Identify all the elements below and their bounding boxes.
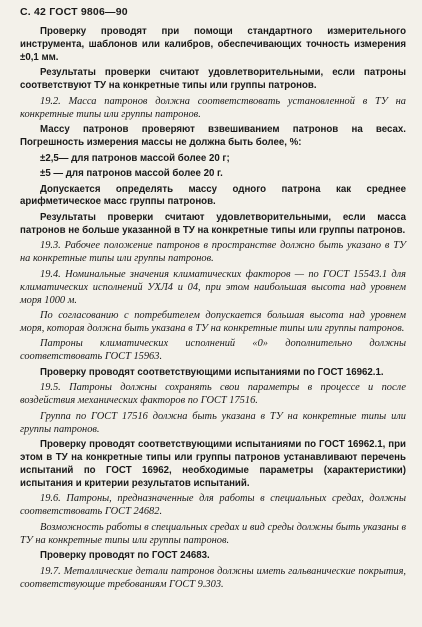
paragraph: 19.4. Номинальные значения климатических факторов — по ГОСТ 15543.1 для климатических исполнений УХЛ4 и 04, при этом наибольшая высота над уровнем моря 1000 м. (20, 268, 406, 306)
paragraph: 19.5. Патроны должны сохранять свои параметры в процессе и после воздействия механических факторов по ГОСТ 17516. (20, 382, 406, 407)
paragraph: ±2,5— для патронов массой более 20 г; (40, 152, 230, 164)
paragraph: Проверку проводят при помощи стандартного измерительного инструмента, шаблонов или калибров, обеспечивающих точность измерения ±0,1 мм. (20, 26, 406, 63)
paragraph: Допускается определять массу одного патрона как среднее арифметическое масс группы патронов. (20, 183, 406, 208)
paragraph: Массу патронов проверяют взвешиванием патронов на весах. Погрешность измерения массы не должна быть более, %: (20, 124, 406, 149)
document-body (20, 26, 406, 592)
paragraph: 19.2. Масса патронов должна соответствовать установленной в ТУ на конкретные типы или группы патронов. (20, 95, 406, 120)
paragraph: 19.6. Патроны, предназначенные для работы в специальных средах, должны соответствовать ГОСТ 24682. (20, 493, 406, 518)
paragraph: Группа по ГОСТ 17516 должна быть указана в ТУ на конкретные типы или группы патронов. (20, 410, 406, 435)
page-header: С. 42 ГОСТ 9806—90 (20, 6, 128, 18)
paragraph: ±5 — для патронов массой более 20 г. (40, 168, 223, 180)
paragraph: Проверку проводят по ГОСТ 24683. (40, 550, 210, 562)
paragraph: Результаты проверки считают удовлетворительными, если патроны соответствуют ТУ на конкретные типы или группы патронов. (20, 67, 406, 92)
paragraph: Проверку проводят соответствующими испытаниями по ГОСТ 16962.1. (40, 366, 384, 378)
paragraph: Проверку проводят соответствующими испытаниями по ГОСТ 16962.1, при этом в ТУ на конкретные типы или группы патронов устанавливают перечень испытаний по ГОСТ 16962, необходимые параметры (характеристики) испытания и критерии результатов испытаний. (20, 439, 406, 489)
paragraph: Патроны климатических исполнений «0» дополнительно должны соответствовать ГОСТ 15963. (20, 338, 406, 363)
paragraph: Возможность работы в специальных средах и вид среды должны быть указаны в ТУ на конкретные типы или группы патронов. (20, 521, 406, 546)
paragraph: 19.7. Металлические детали патронов должны иметь гальванические покрытия, соответствующие требованиям ГОСТ 9.303. (20, 565, 406, 590)
paragraph: По согласованию с потребителем допускается большая высота над уровнем моря, которая должна быть указана в ТУ на конкретные типы или группы патронов. (20, 310, 406, 334)
paragraph: Результаты проверки считают удовлетворительными, если масса патронов не больше указанной в ТУ на конкретные типы или группы патронов. (20, 211, 406, 236)
paragraph: 19.3. Рабочее положение патронов в пространстве должно быть указано в ТУ на конкретные типы или группы патронов. (20, 240, 406, 265)
